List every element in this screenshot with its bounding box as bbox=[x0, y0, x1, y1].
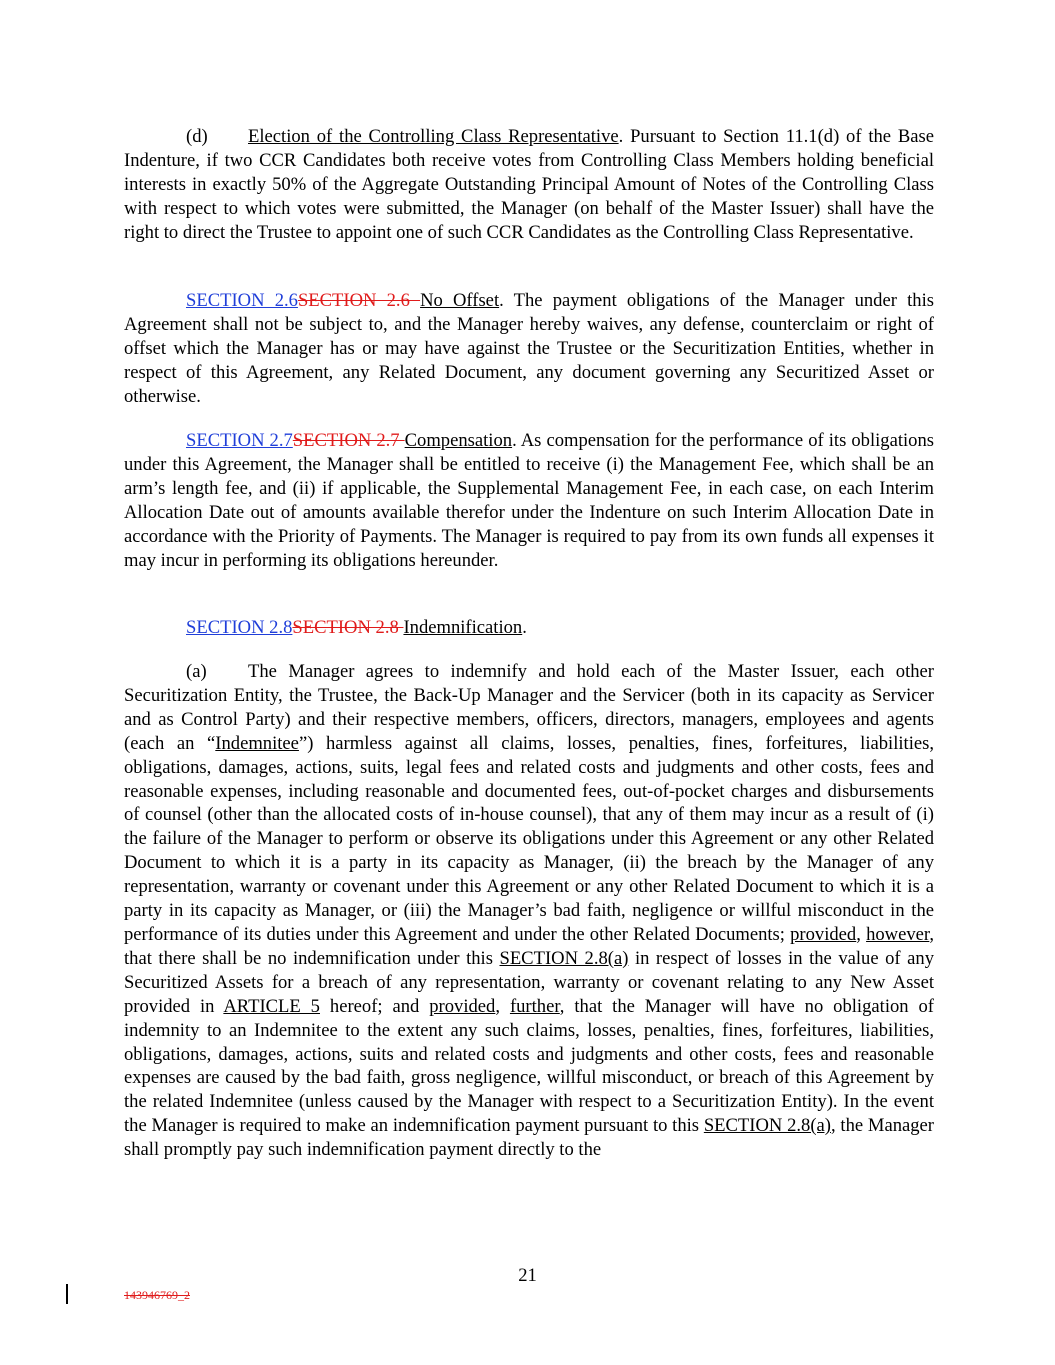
paragraph-text: , that the Manager will have no obligation of indemnity to an Indemnitee to the extent any such claims, losses, penalties, fines, forfeitures, liabilities, obligations, damages, actions, suits and related costs and judgments and other costs, fees and reasonable expenses are caused by the bad faith, gross negligence, willful misconduct, or breach of this Agreement by the related Indemnitee (unless caused by the Manager with respect to a Securitization Entity). In the event the Manager is required to make an indemnification payment pursuant to this bbox=[124, 995, 934, 1137]
paragraph-label: (a) bbox=[186, 661, 207, 682]
cross-reference: SECTION 2.8(a) bbox=[703, 1115, 831, 1137]
paragraph-text: The Manager agrees to indemnify and hold each of the Master Issuer, each other Securitization Entity, the Trustee, the Back-Up Manager and the Servicer (both in its capacity as Servicer and as Control Party) and their respective members, officers, directors, managers, employees and agents (each an “ bbox=[124, 661, 934, 754]
paragraph-text: , that there shall be no indemnification under this bbox=[124, 923, 934, 969]
paragraph-text: , bbox=[856, 923, 867, 945]
section-text: . The payment obligations of the Manager under this Agreement shall not be subject to, and the Manager hereby waives, any defense, counterclaim or right of offset which the Manager has or may have against the Trustee or the Securitization Entities, whether in respect of this Agreement, any Related Document, any document governing any Securitized Asset or otherwise. bbox=[124, 290, 934, 407]
deleted-section-number: SECTION 2.6 bbox=[297, 290, 421, 311]
paragraph-text: hereof; and bbox=[319, 995, 430, 1017]
paragraph-heading: Election of the Controlling Class Representative bbox=[248, 126, 619, 147]
section-2-8 bbox=[124, 616, 934, 640]
paragraph-text: ”) harmless against all claims, losses, penalties, fines, forfeitures, liabilities, obligations, damages, actions, suits, legal fees and related costs and judgments and other costs, fees and reasonable expenses, including reasonable and documented fees, out-of-pocket charges and disbursements of counsel (other than the allocated costs of in-house counsel), that any of them may incur as a result of (i) the failure of the Manager to perform or observe its obligations under this Agreement or any other Related Document to which it is a party in its capacity as Manager, (ii) the breach by the Manager of any representation, warranty or covenant under this Agreement or any other Related Document to which it is a party in its capacity as Manager, or (iii) the Manager’s bad faith, negligence or willful misconduct in the performance of its duties under this Agreement and under the other Related Documents; bbox=[124, 732, 934, 945]
section-heading: Compensation bbox=[404, 430, 513, 451]
change-bar bbox=[66, 1284, 68, 1304]
cross-reference: ARTICLE 5 bbox=[223, 995, 320, 1017]
term-provided: provided bbox=[790, 923, 857, 945]
cross-reference: SECTION 2.8(a) bbox=[499, 947, 629, 969]
deleted-section-number: SECTION 2.7 bbox=[292, 430, 405, 451]
paragraph-a bbox=[124, 660, 934, 1162]
paragraph-text: , bbox=[495, 995, 510, 1017]
section-2-7 bbox=[124, 429, 934, 572]
term-provided: provided bbox=[429, 995, 496, 1017]
inserted-section-number: SECTION 2.8 bbox=[186, 617, 293, 638]
term-further: further bbox=[509, 995, 560, 1017]
paragraph-text: in respect of losses in the value of any Securitized Assets for a breach of any representation, warranty or covenant relating to any New Asset provided in bbox=[124, 947, 934, 1017]
section-heading: No Offset bbox=[420, 290, 500, 311]
paragraph-text: , the Manager shall promptly pay such indemnification payment directly to the bbox=[124, 1115, 934, 1161]
defined-term-indemnitee: Indemnitee bbox=[215, 732, 299, 754]
section-2-6 bbox=[124, 289, 934, 409]
term-however: however bbox=[866, 923, 930, 945]
document-id: 143946769_2 bbox=[124, 1288, 190, 1302]
deleted-section-number: SECTION 2.8 bbox=[292, 617, 404, 638]
paragraph-label: (d) bbox=[186, 126, 208, 147]
inserted-section-number: SECTION 2.6 bbox=[186, 290, 298, 311]
page-number: 21 bbox=[518, 1265, 537, 1286]
paragraph-text: . Pursuant to Section 11.1(d) of the Base Indenture, if two CCR Candidates both receive votes from Controlling Class Members holding beneficial interests in exactly 50% of the Aggregate Outstanding Principal Amount of Notes of the Controlling Class with respect to which votes were submitted, the Manager (on behalf of the Master Issuer) shall have the right to direct the Trustee to appoint one of such CCR Candidates as the Controlling Class Representative. bbox=[124, 126, 934, 243]
paragraph-d bbox=[124, 125, 934, 245]
section-text: . As compensation for the performance of its obligations under this Agreement, the Manager shall be entitled to receive (i) the Management Fee, which shall be an arm’s length fee, and (ii) if applicable, the Supplemental Management Fee, in each case, on each Interim Allocation Date out of amounts available therefor under the Indenture on such Interim Allocation Date in accordance with the Priority of Payments. The Manager is required to pay from its own funds all expenses it may incur in performing its obligations hereunder. bbox=[124, 430, 935, 571]
inserted-section-number: SECTION 2.7 bbox=[186, 430, 293, 451]
section-period: . bbox=[522, 617, 527, 638]
section-heading: Indemnification bbox=[403, 617, 523, 638]
